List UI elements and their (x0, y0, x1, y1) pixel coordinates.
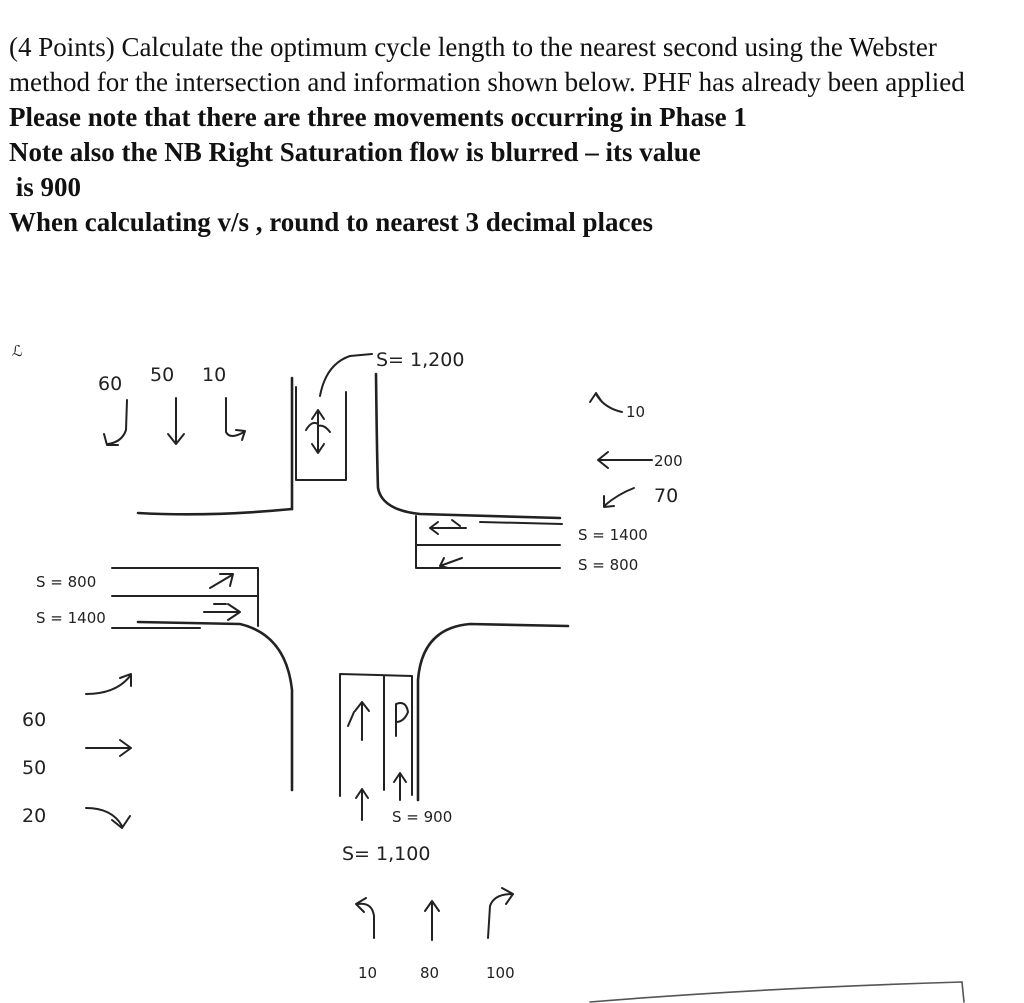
nb-right-lane-arrow (396, 703, 408, 736)
nb-right-volume: 100 (486, 964, 515, 982)
nb-through-volume: 80 (420, 964, 440, 982)
eb-left-lane-arrow (210, 574, 233, 588)
eb-left-turn-arrow (86, 674, 131, 694)
sb-lane-arrow-icon (306, 410, 330, 453)
corner-mark: ℒ (12, 342, 23, 360)
nb-left-through-saturation: S= 1,100 (342, 843, 431, 865)
question-intro: (4 Points) Calculate the optimum cycle length to the nearest second using the Webster method for the intersection and information shown below. PHF has already been applied (9, 32, 965, 97)
sb-saturation: S= 1,200 (376, 349, 465, 371)
sb-right-turn-arrow (226, 398, 245, 440)
wb-through-lane-arrow (430, 520, 466, 534)
nb-right-saturation: S = 900 (392, 808, 453, 826)
wb-right-volume: 10 (626, 403, 646, 421)
eb-left-saturation: S = 800 (36, 573, 97, 591)
note-rounding: When calculating v/s , round to nearest 3 decimal places (9, 207, 654, 237)
eb-right-volume: 20 (22, 805, 47, 827)
road-edge-sw (138, 622, 292, 790)
eb-through-lane-arrow (204, 604, 240, 620)
sb-left-turn-arrow (104, 400, 127, 445)
southbound-approach (98, 349, 464, 480)
sb-through-volume: 50 (150, 364, 175, 386)
bottom-frame-line (590, 982, 964, 1002)
note-blurred-line-1: Note also the NB Right Saturation flow is blurred – its value (9, 137, 701, 167)
nb-lane-lines (340, 674, 412, 796)
sb-direction-curve (320, 354, 372, 396)
wb-right-turn-arrow (590, 393, 622, 412)
wb-left-turn-arrow (604, 488, 634, 507)
eb-right-turn-arrow (86, 808, 130, 828)
westbound-approach (416, 393, 683, 574)
eb-through-volume: 50 (22, 757, 47, 779)
nb-lane-through-arrow-2 (394, 773, 406, 800)
wb-through-arrow (598, 452, 652, 468)
nb-through-arrow (425, 901, 439, 940)
eb-lane-lines (112, 568, 258, 628)
wb-left-saturation: S = 800 (578, 556, 639, 574)
wb-lane-lines (416, 516, 562, 568)
road-edge-nw-horizontal (138, 509, 292, 514)
eb-left-volume: 60 (22, 709, 47, 731)
sb-right-volume: 10 (202, 364, 227, 386)
wb-through-volume: 200 (654, 452, 683, 470)
wb-left-lane-arrow (440, 558, 462, 568)
eastbound-approach (22, 568, 258, 828)
wb-through-saturation: S = 1400 (578, 526, 648, 544)
road-edge-se (418, 624, 568, 800)
nb-left-volume: 10 (358, 964, 378, 982)
eb-through-arrow (86, 740, 131, 756)
nb-left-through-lane-arrow (348, 702, 369, 740)
note-phase-one: Please note that there are three movements occurring in Phase 1 (9, 102, 747, 132)
nb-lane-through-arrow-1 (356, 789, 368, 820)
note-blurred-line-2: is 900 (9, 172, 82, 202)
wb-left-volume: 70 (654, 485, 679, 507)
sb-through-arrow (168, 398, 184, 444)
eb-through-saturation: S = 1400 (36, 609, 106, 627)
nb-right-turn-arrow (488, 888, 513, 938)
sb-left-volume: 60 (98, 373, 123, 395)
road-edge-north-east (376, 374, 560, 518)
nb-left-turn-arrow (356, 898, 374, 938)
sb-lane-box (296, 387, 346, 480)
northbound-approach (340, 674, 515, 982)
